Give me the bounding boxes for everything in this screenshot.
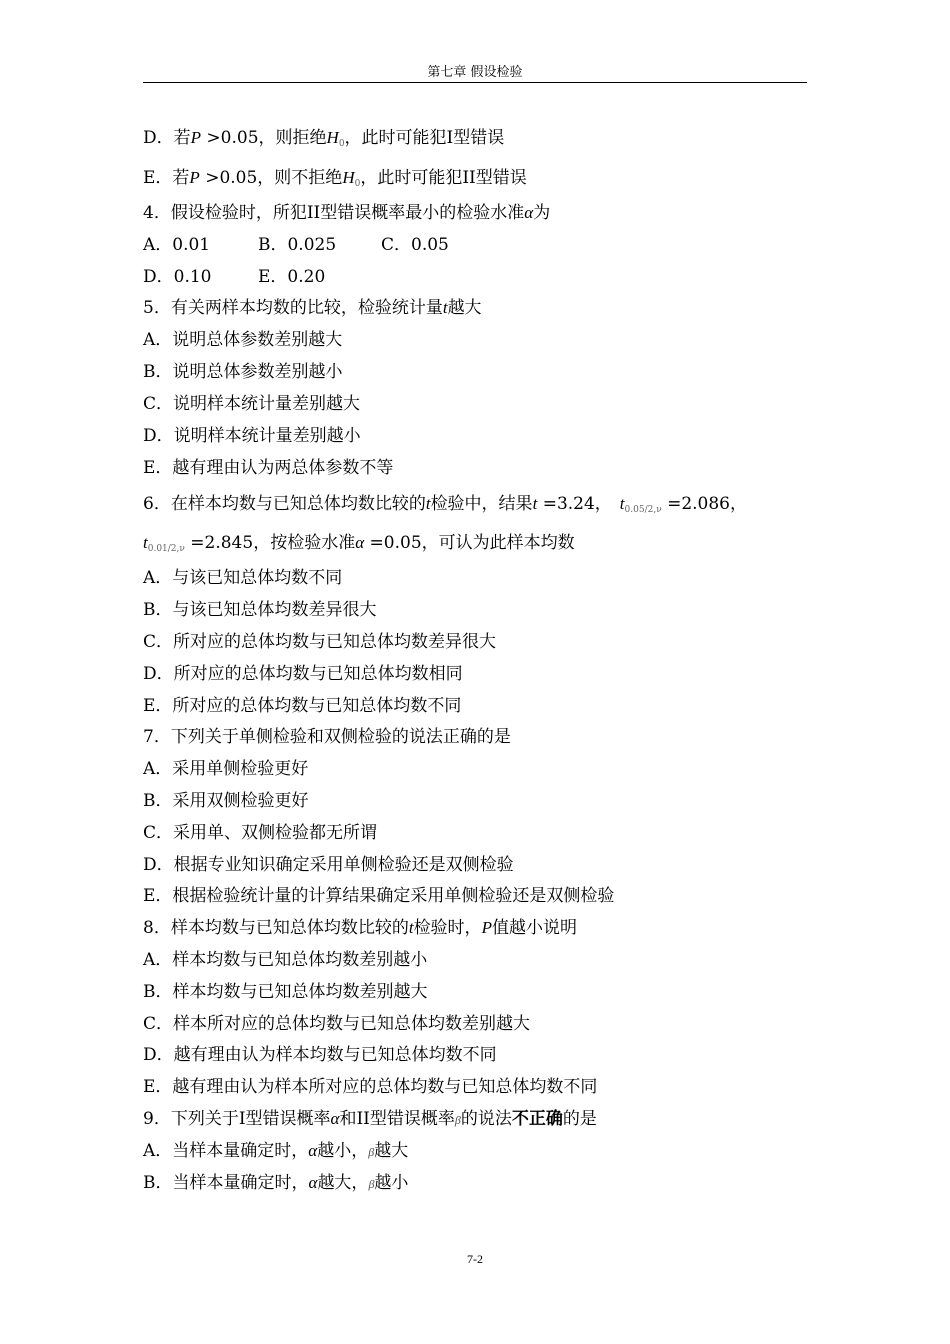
alpha-symbol: α [355,533,365,552]
alpha-symbol: α [524,203,534,222]
beta-symbol: β [454,1113,461,1127]
option: D．0.10 [143,267,212,287]
subscript: 0 [338,139,345,149]
text: 检验中，结果 [430,494,533,514]
text: 值越小说明 [491,918,577,938]
text: A．当样本量确定时， [143,1141,309,1161]
subscript: 0.01/2,ν [147,544,185,554]
t-symbol: t [408,918,414,937]
q5-option-e: E．越有理由认为两总体参数不等 [143,458,394,478]
text: 5．有关两样本均数的比较，检验统计量 [143,298,443,318]
page-number: 7-2 [467,1252,483,1266]
option: A．0.01 [143,235,211,255]
beta-symbol: β [368,1145,375,1159]
q7-option-e: E．根据检验统计量的计算结果确定采用单侧检验还是双侧检验 [143,886,615,906]
subscript: 0 [354,179,361,189]
text: 9．下列关于I型错误概率 [143,1109,331,1129]
emphasis-text: 不正确 [511,1109,563,1129]
t-symbol: t [532,494,538,513]
q4-stem [143,201,550,225]
q8-option-e: E．越有理由认为样本所对应的总体均数与已知总体均数不同 [143,1077,598,1097]
text: =2.845，按检验水准 [184,533,356,553]
q8-option-c: C．样本所对应的总体均数与已知总体均数差别越大 [143,1014,531,1034]
beta-symbol: β [368,1177,375,1191]
t-symbol: t [143,533,148,552]
t-symbol: t [442,298,448,317]
h-symbol: H [342,168,355,187]
text: 越大， [317,1173,369,1193]
q6-option-e: E．所对应的总体均数与已知总体均数不同 [143,696,462,716]
q6-option-c: C．所对应的总体均数与已知总体均数差异很大 [143,632,497,652]
text: 越大 [374,1141,409,1161]
option: B．0.025 [258,235,337,255]
text: 6．在样本均数与已知总体均数比较的 [143,494,426,514]
p-symbol: P [481,918,492,937]
alpha-symbol: α [330,1109,340,1128]
t-symbol: t [425,494,431,513]
p-symbol: P [190,128,202,147]
q6-stem-line1 [143,492,747,522]
p-symbol: P [189,168,200,187]
q4-options-row1 [143,233,449,257]
text: 检验时， [413,918,482,938]
text: 越大 [447,298,482,318]
q8-stem [143,916,577,940]
text: 的说法 [460,1109,512,1129]
q9-option-b [143,1171,408,1196]
q4-options-row2 [143,265,325,289]
q6-option-d: D．所对应的总体均数与已知总体均数相同 [143,664,463,684]
text: 8．样本均数与已知总体均数比较的 [143,918,409,938]
text: =0.05，可认为此样本均数 [364,533,575,553]
text: E．若 [143,168,190,188]
q3-option-d [143,126,504,156]
text: >0.05，则拒绝 [201,128,327,148]
text: =3.24， [537,494,612,514]
q5-stem [143,296,482,320]
text: 越小， [317,1141,369,1161]
page-header [143,64,807,83]
q8-option-b: B．样本均数与已知总体均数差别越大 [143,982,428,1002]
q7-option-a: A．采用单侧检验更好 [143,759,309,779]
text: D．若 [143,128,191,148]
text: 为 [533,203,551,223]
q5-option-b: B．说明总体参数差别越小 [143,362,343,382]
q9-option-a [143,1139,408,1164]
q7-option-b: B．采用双侧检验更好 [143,791,309,811]
q6-stem-line2 [143,531,575,561]
q5-option-a: A．说明总体参数差别越大 [143,330,343,350]
q9-stem [143,1107,597,1132]
t-symbol: t [619,494,625,513]
h-symbol: H [326,128,339,147]
text: ，此时可能犯I型错误 [344,128,505,148]
text: =2.086， [661,494,747,514]
q3-option-e [143,166,527,196]
q8-option-d: D．越有理由认为样本均数与已知总体均数不同 [143,1045,497,1065]
header-title: 第七章 假设检验 [427,65,523,80]
text: 4．假设检验时，所犯II型错误概率最小的检验水准 [143,203,525,223]
subscript: 0.05/2,ν [624,505,662,515]
alpha-symbol: α [308,1173,318,1192]
text: >0.05，则不拒绝 [199,168,343,188]
option: E．0.20 [258,267,326,287]
q7-stem: 7．下列关于单侧检验和双侧检验的说法正确的是 [143,727,511,747]
text: 的是 [562,1109,597,1129]
q5-option-d: D．说明样本统计量差别越小 [143,426,361,446]
text: 和II型错误概率 [339,1109,455,1129]
q7-option-d: D．根据专业知识确定采用单侧检验还是双侧检验 [143,855,514,875]
q6-option-a: A．与该已知总体均数不同 [143,568,343,588]
text: B．当样本量确定时， [143,1173,309,1193]
q5-option-c: C．说明样本统计量差别越大 [143,394,361,414]
q8-option-a: A．样本均数与已知总体均数差别越小 [143,950,428,970]
q6-option-b: B．与该已知总体均数差异很大 [143,600,377,620]
option: C．0.05 [381,235,449,255]
alpha-symbol: α [308,1141,318,1160]
text: ，此时可能犯II型错误 [360,168,527,188]
q7-option-c: C．采用单、双侧检验都无所谓 [143,823,378,843]
text: 越小 [374,1173,409,1193]
